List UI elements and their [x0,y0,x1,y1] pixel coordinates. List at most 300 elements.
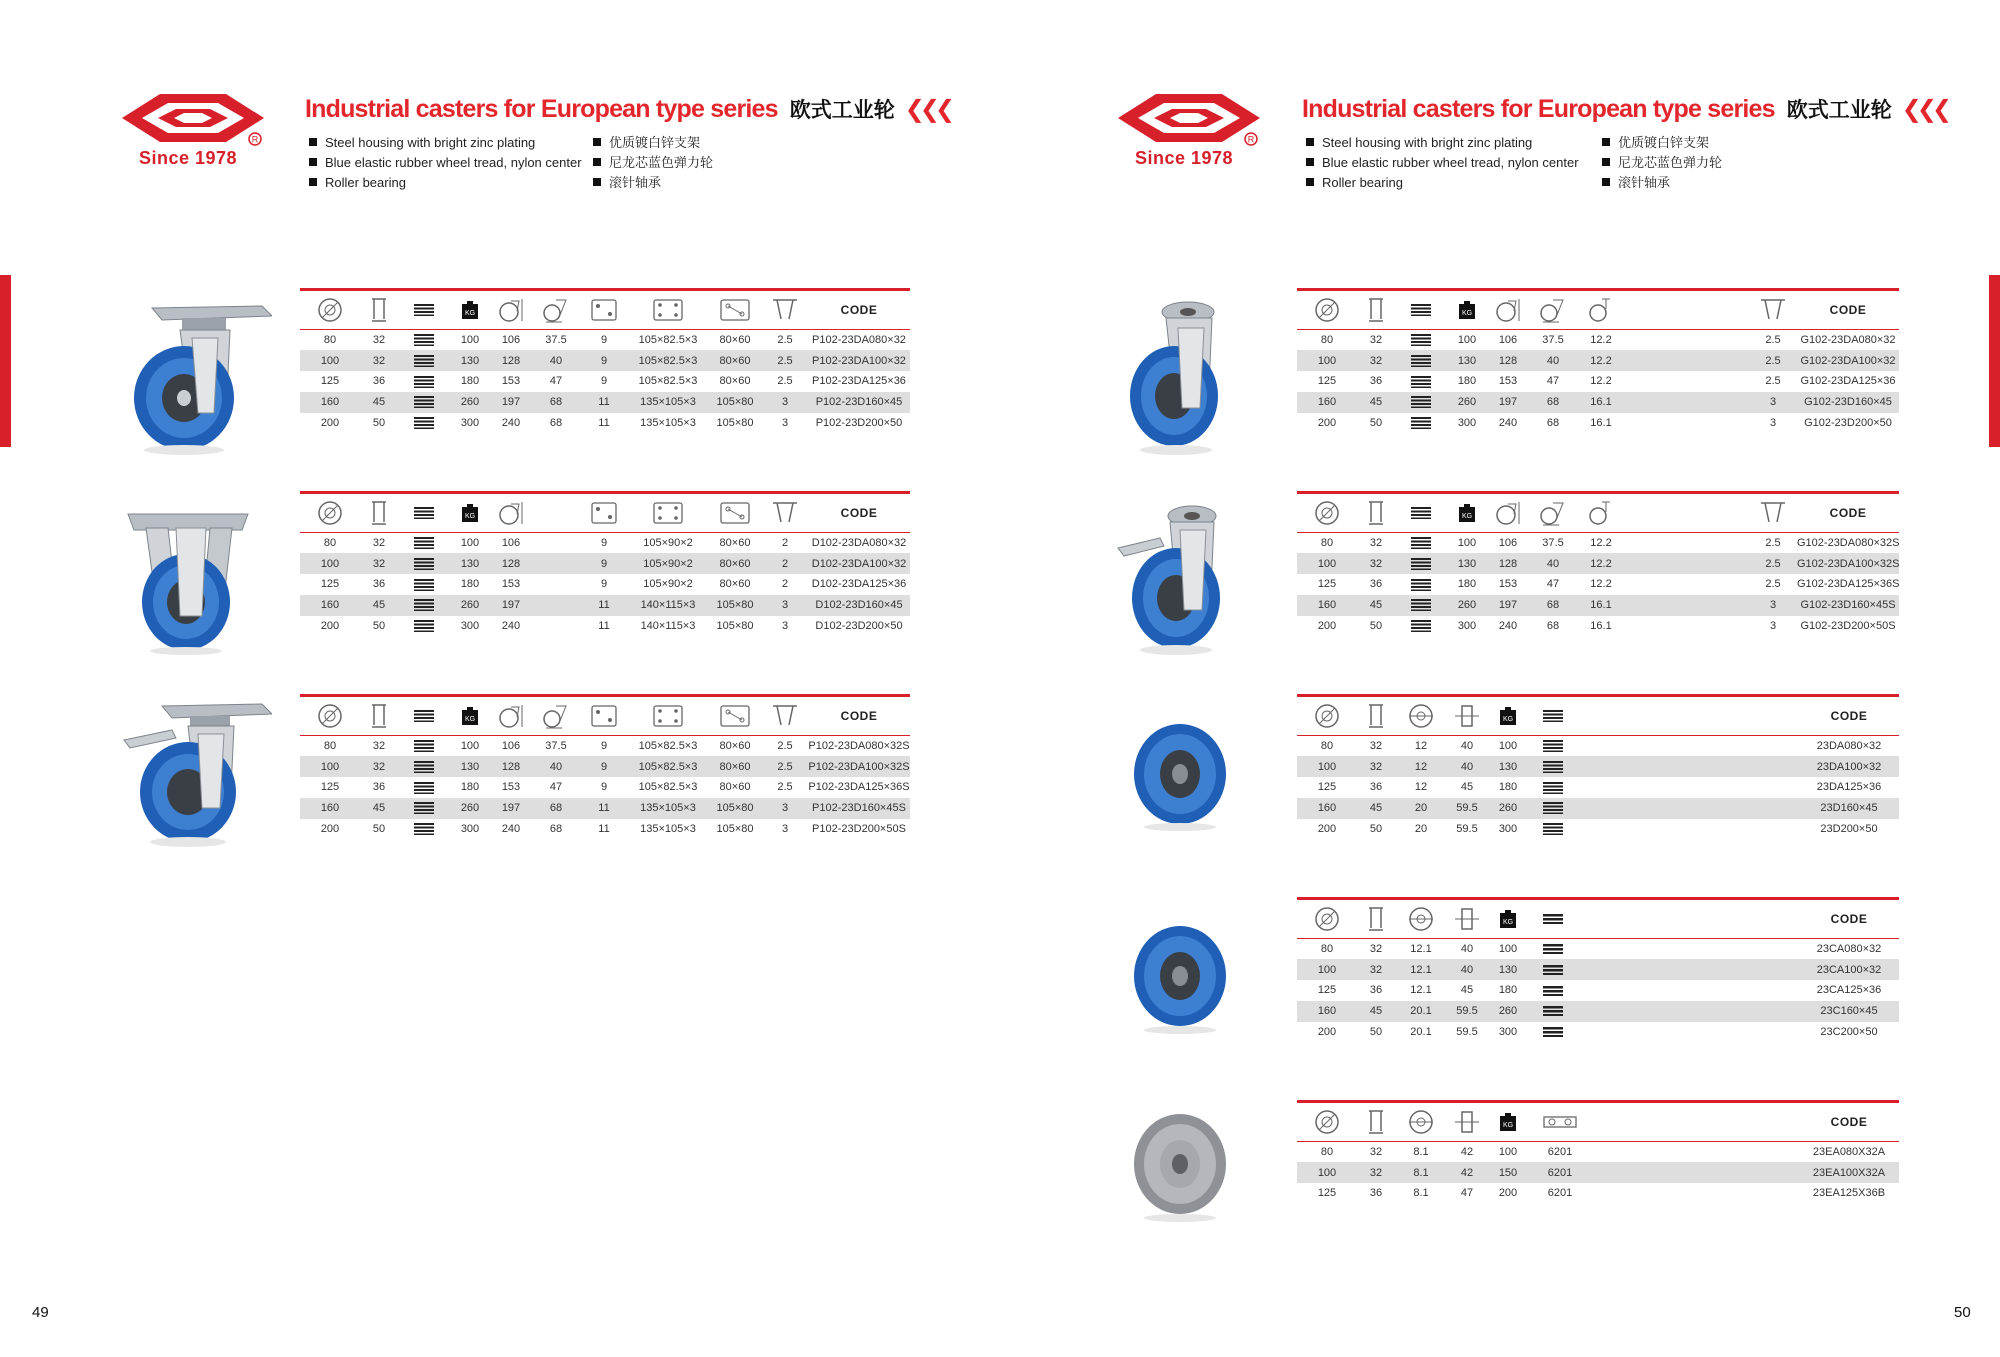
spec-value: 100 [460,537,480,550]
product-code: 23EA125X36B [1812,1187,1886,1200]
spec-value: 9 [580,350,628,371]
spec-value: 32 [1357,1162,1395,1183]
empty-cell [1625,574,1677,595]
fixed-caster-icon [124,506,254,656]
empty-cell [1577,756,1799,777]
wheel-width-icon [368,297,390,323]
offset-icon [1539,297,1567,323]
spec-value: 50 [372,620,386,633]
table-row [1297,574,1899,595]
spec-value: 130 [450,756,490,777]
table-row [300,371,910,392]
svg-text:R: R [1247,134,1255,145]
feature-en: Steel housing with bright zinc plating [1306,133,1579,153]
spec-value: 130 [450,553,490,574]
spec-value: 59.5 [1456,823,1478,836]
spec-value: 42 [1460,1146,1474,1159]
feature-en: Blue elastic rubber wheel tread, nylon center [309,153,582,173]
tread-icon [1543,740,1563,752]
spec-value: 197 [1487,392,1529,413]
tread-icon [1411,599,1431,611]
spec-value: 32 [372,740,386,753]
spec-value: 125 [1317,375,1337,388]
spec-value: 80×60 [708,350,762,371]
spec-value: 106 [1498,537,1518,550]
load-kg-icon [1458,300,1476,320]
empty-cell [1577,939,1799,960]
logo-mark-icon [118,90,268,146]
logo-mark-icon [1114,90,1264,146]
spec-value: 8.1 [1413,1146,1429,1159]
table-row [300,616,910,637]
hub-length-icon [1454,906,1480,932]
spec-value: 32 [1357,553,1395,574]
spec-value: 50 [1369,823,1383,836]
spec-value: 180 [1498,781,1518,794]
ball-bearing-icon [1543,1115,1577,1129]
spec-value: 2 [781,537,789,550]
product-code: G102-23D200×50 [1804,417,1892,430]
spec-value: 47 [549,375,563,388]
spec-value: 100 [1498,943,1518,956]
spec-value: 16.1 [1577,595,1625,616]
product-code: G102-23DA080×32 [1800,334,1896,347]
spec-value: 6201 [1547,1146,1573,1159]
tread-icon [1543,710,1563,722]
wheel-width-icon [1365,297,1387,323]
spec-value: 20 [1395,798,1447,819]
spec-value: 130 [450,350,490,371]
hub-length-icon [1454,703,1480,729]
bolt-hole-icon [590,501,618,525]
wheel-width-icon [1365,906,1387,932]
table-row [300,574,910,595]
table-row [300,756,910,777]
spec-value: 105×80 [716,417,754,430]
spec-value: 45 [360,392,398,413]
spec-value: 32 [372,537,386,550]
spec-value: 130 [1487,959,1529,980]
product-code: P102-23D160×45S [808,798,910,819]
empty-cell [1577,819,1799,840]
tread-icon [414,761,434,773]
empty-cell [1677,595,1749,616]
tread-cell [1395,533,1447,554]
bore-diameter-icon [1407,703,1435,729]
tread-cell [1395,392,1447,413]
spec-value: 32 [1357,959,1395,980]
product-code: 23EA080X32A [1812,1146,1886,1159]
spec-value: 260 [1487,798,1529,819]
spec-value: 2.5 [777,375,793,388]
spec-value: 12.2 [1577,350,1625,371]
code-header: CODE [840,303,878,317]
table-row [1297,350,1899,371]
tread-icon [414,558,434,570]
spec-value: 130 [1447,350,1487,371]
table-row [300,392,910,413]
spec-value: 105×82.5×3 [638,740,698,753]
spec-value: 125 [320,781,340,794]
spec-value: 100 [1297,553,1357,574]
spec-value: 240 [501,620,521,633]
wheel-width-icon [368,500,390,526]
brand-logo [118,90,268,170]
tread-cell [1395,371,1447,392]
product-code: P102-23DA100×32 [808,350,910,371]
bolt-spacing-icon [719,298,751,322]
table-row [1297,1001,1899,1022]
wheel-diameter-icon [1314,500,1340,526]
spec-value: 2.5 [1749,553,1797,574]
spec-value: 125 [1317,781,1337,794]
spec-value: 68 [1546,417,1560,430]
table-row [1297,980,1899,1001]
code-header: CODE [1830,709,1868,723]
product-code: D102-23D200×50 [815,620,903,633]
spec-value: 100 [300,756,360,777]
spec-value: 180 [460,578,480,591]
table-row [300,533,910,554]
brand-since: Since 1978 [138,148,238,168]
tread-icon [414,740,434,752]
spec-value: 125 [1317,578,1337,591]
spec-value: 100 [1297,350,1357,371]
feature-cn: 尼龙芯蓝色弹力轮 [593,153,713,173]
spec-value: 153 [501,375,521,388]
spec-value: 32 [1357,350,1395,371]
table-row [1297,777,1899,798]
spec-value: 153 [501,578,521,591]
tread-cell [398,819,450,840]
wheel-diameter-icon [1314,1109,1340,1135]
empty-cell [1625,413,1677,434]
spec-value: 180 [460,781,480,794]
spec-value: 59.5 [1447,1001,1487,1022]
spec-value: 32 [1369,334,1383,347]
spec-value: 3 [1749,595,1797,616]
empty-cell [1625,392,1677,413]
product-code: P102-23D200×50 [815,417,903,430]
tread-cell [1529,959,1577,980]
spec-value: 36 [1369,781,1383,794]
empty-cell [1577,798,1799,819]
svg-text:KG: KG [464,513,476,520]
bolt-hole-diameter-icon [1588,297,1614,323]
tread-icon [414,599,434,611]
table-row [1297,1162,1899,1183]
spec-value: 2.5 [1765,578,1781,591]
title-en: Industrial casters for European type series [1302,95,1775,123]
spec-value: 20 [1414,823,1428,836]
tread-icon [1543,761,1563,773]
spec-value: 105×80 [708,392,762,413]
spec-value: 68 [549,417,563,430]
spec-value: 3 [1749,392,1797,413]
table-row [1297,1142,1899,1163]
table-row [300,819,910,840]
spec-value: 80 [323,740,337,753]
spec-value: 12 [1395,756,1447,777]
code-header: CODE [840,506,878,520]
spec-value: 300 [1457,620,1477,633]
tread-cell [1395,574,1447,595]
spec-value: 45 [1357,1001,1395,1022]
spec-value: 50 [372,417,386,430]
tread-cell [398,616,450,637]
wheel-diameter-icon [1314,297,1340,323]
table-row [1297,798,1899,819]
spec-value: 11 [580,595,628,616]
spec-value: 197 [1487,595,1529,616]
spec-value: 100 [1297,756,1357,777]
spec-value: 6201 [1529,1162,1591,1183]
empty-cell [1677,350,1749,371]
empty-cell [1577,1001,1799,1022]
spec-value: 80×60 [719,334,751,347]
bolt-spacing-icon [719,704,751,728]
spec-value: 2.5 [1765,537,1781,550]
spec-value: 50 [1369,1026,1383,1039]
spec-value: 260 [1487,1001,1529,1022]
product-code: P102-23D200×50S [812,823,906,836]
spec-value: 150 [1487,1162,1529,1183]
spec-value: 47 [549,781,563,794]
bolt-spacing-icon [719,501,751,525]
spec-value: 100 [1297,1162,1357,1183]
spec-value: 240 [1498,417,1518,430]
tread-icon [1411,558,1431,570]
spec-value: 32 [372,334,386,347]
empty-cell [1677,371,1749,392]
product-code: P102-23DA080×32S [808,740,910,753]
wheel-width-icon [1365,1109,1387,1135]
plate-thickness-icon [771,703,799,729]
spec-value: 135×105×3 [640,417,696,430]
plate-thickness-icon [771,500,799,526]
spec-value: 260 [450,798,490,819]
tread-icon [414,710,434,722]
spec-value: 32 [360,553,398,574]
spec-value: 3 [1769,417,1777,430]
product-code: P102-23DA100×32S [808,756,910,777]
spec-value: 12.1 [1410,984,1432,997]
load-kg-icon [1499,706,1517,726]
spec-value: 11 [598,620,610,633]
spec-value: 36 [1369,984,1383,997]
spec-value: 153 [501,781,521,794]
spec-value: 125 [320,375,340,388]
spec-value: 105×90×2 [643,537,693,550]
feature-cn: 滚针轴承 [593,173,713,193]
tread-cell [1529,1022,1577,1043]
tread-icon [1411,396,1431,408]
spec-value: 200 [1498,1187,1518,1200]
spec-value: 2.5 [1765,334,1781,347]
spec-value: 36 [372,781,386,794]
feature-en: Blue elastic rubber wheel tread, nylon center [1306,153,1579,173]
load-kg-icon [461,300,479,320]
plain-bore-icon [1543,914,1563,924]
brand-since: Since 1978 [1134,148,1234,168]
product-code: G102-23DA125×36 [1800,375,1896,388]
table-row [1297,756,1899,777]
spec-value: 153 [1498,375,1518,388]
spec-value: 200 [1317,417,1337,430]
tread-cell [1529,736,1577,757]
spec-value: 135×105×3 [640,823,696,836]
table-row [1297,939,1899,960]
bolt-hole-icon [590,704,618,728]
tread-cell [1395,350,1447,371]
table-row [1297,392,1899,413]
spec-value: 47 [1460,1187,1474,1200]
spec-value: 9 [600,740,608,753]
tread-cell [398,350,450,371]
spec-value: 12.1 [1395,959,1447,980]
product-code: D102-23DA125×36 [811,578,907,591]
spec-value: 100 [460,334,480,347]
empty-cell [1577,777,1799,798]
spec-value: 40 [1529,350,1577,371]
empty-cell [1577,736,1799,757]
svg-text:KG: KG [464,310,476,317]
product-code: 23C200×50 [1820,1026,1878,1039]
spec-value: 200 [1317,620,1337,633]
spec-value: 106 [501,334,521,347]
empty-cell [1677,616,1749,637]
bolt-hole-caster-icon [1126,298,1236,456]
tread-cell [1529,939,1577,960]
svg-text:KG: KG [464,716,476,723]
spec-value: 160 [1297,392,1357,413]
spec-value: 12.2 [1590,375,1612,388]
spec-value: 11 [580,392,628,413]
spec-value: 130 [1447,553,1487,574]
spec-value: 80×60 [719,578,751,591]
spec-value: 40 [1447,959,1487,980]
spec-value: 36 [1369,578,1383,591]
empty-cell [1677,330,1749,351]
spec-value: 9 [600,334,608,347]
feature-en: Roller bearing [309,173,582,193]
tread-cell [398,736,450,757]
empty-cell [1677,574,1749,595]
spec-value: 128 [490,553,532,574]
empty-cell [1625,553,1677,574]
total-height-icon [497,297,525,323]
spec-value: 106 [501,537,521,550]
spec-value: 105×82.5×3 [638,781,698,794]
spec-value: 9 [600,781,608,794]
spec-value: 36 [372,578,386,591]
spec-value: 80 [1320,334,1334,347]
spec-value: 40 [1529,553,1577,574]
spec-value: 50 [1369,417,1383,430]
tread-cell [1529,980,1577,1001]
table-row [300,777,910,798]
empty-cell [1625,350,1677,371]
feature-cn: 优质镀白锌支架 [1602,133,1722,153]
spec-value: 40 [532,350,580,371]
spec-value: 40 [1447,756,1487,777]
spec-value: 68 [532,798,580,819]
spec-value: 2.5 [762,756,808,777]
spec-value: 36 [1369,375,1383,388]
product-code: 23CA100×32 [1799,959,1899,980]
spec-value: 3 [1769,620,1777,633]
spec-value: 80 [1320,1146,1334,1159]
spec-value: 37.5 [545,740,567,753]
product-code: G102-23DA100×32S [1797,553,1899,574]
spec-value: 50 [372,823,386,836]
spec-value: 80×60 [719,740,751,753]
spec-value: 105×80 [716,823,754,836]
tread-cell [1529,756,1577,777]
empty-cell [1591,1142,1799,1163]
feature-cn: 滚针轴承 [1602,173,1722,193]
table-row [1297,1022,1899,1043]
spec-value: 240 [501,417,521,430]
product-code: G102-23D200×50S [1800,620,1896,633]
spec-value: 68 [1529,392,1577,413]
page-number-left: 49 [32,1304,49,1321]
wheel-width-icon [368,703,390,729]
spec-value: 160 [1297,798,1357,819]
spec-value: 11 [598,417,610,430]
tread-icon [1411,304,1431,316]
table-row [1297,533,1899,554]
table-row [1297,819,1899,840]
tread-icon [1411,579,1431,591]
hub-length-icon [1454,1109,1480,1135]
spec-value: 59.5 [1456,1026,1478,1039]
spec-value: 40 [1460,740,1474,753]
spec-value: 106 [501,740,521,753]
tread-icon [1411,376,1431,388]
table-row [1297,616,1899,637]
load-kg-icon [1499,1112,1517,1132]
spec-value: 135×105×3 [628,798,708,819]
spec-value: 197 [490,595,532,616]
spec-value [532,574,580,595]
tread-cell [398,371,450,392]
feature-cn: 优质镀白锌支架 [593,133,713,153]
product-code: D102-23DA100×32 [808,553,910,574]
load-kg-icon [461,503,479,523]
offset-icon [1539,500,1567,526]
spec-value: 197 [490,798,532,819]
tread-cell [1395,553,1447,574]
spec-value: 47 [1546,578,1560,591]
spec-value: 68 [1546,620,1560,633]
tread-cell [398,553,450,574]
spec-value: 3 [762,798,808,819]
load-kg-icon [1499,909,1517,929]
product-code: 23D160×45 [1799,798,1899,819]
spec-value: 80×60 [719,537,751,550]
product-code: 23DA125×36 [1816,781,1882,794]
spec-value: 36 [372,375,386,388]
product-code: G102-23D160×45S [1797,595,1899,616]
code-header: CODE [1829,303,1867,317]
swivel-caster-icon [122,298,272,456]
empty-cell [1625,330,1677,351]
tread-icon [414,355,434,367]
feature-cn: 尼龙芯蓝色弹力轮 [1602,153,1722,173]
spec-value: 2 [781,578,789,591]
spec-value: 11 [580,798,628,819]
